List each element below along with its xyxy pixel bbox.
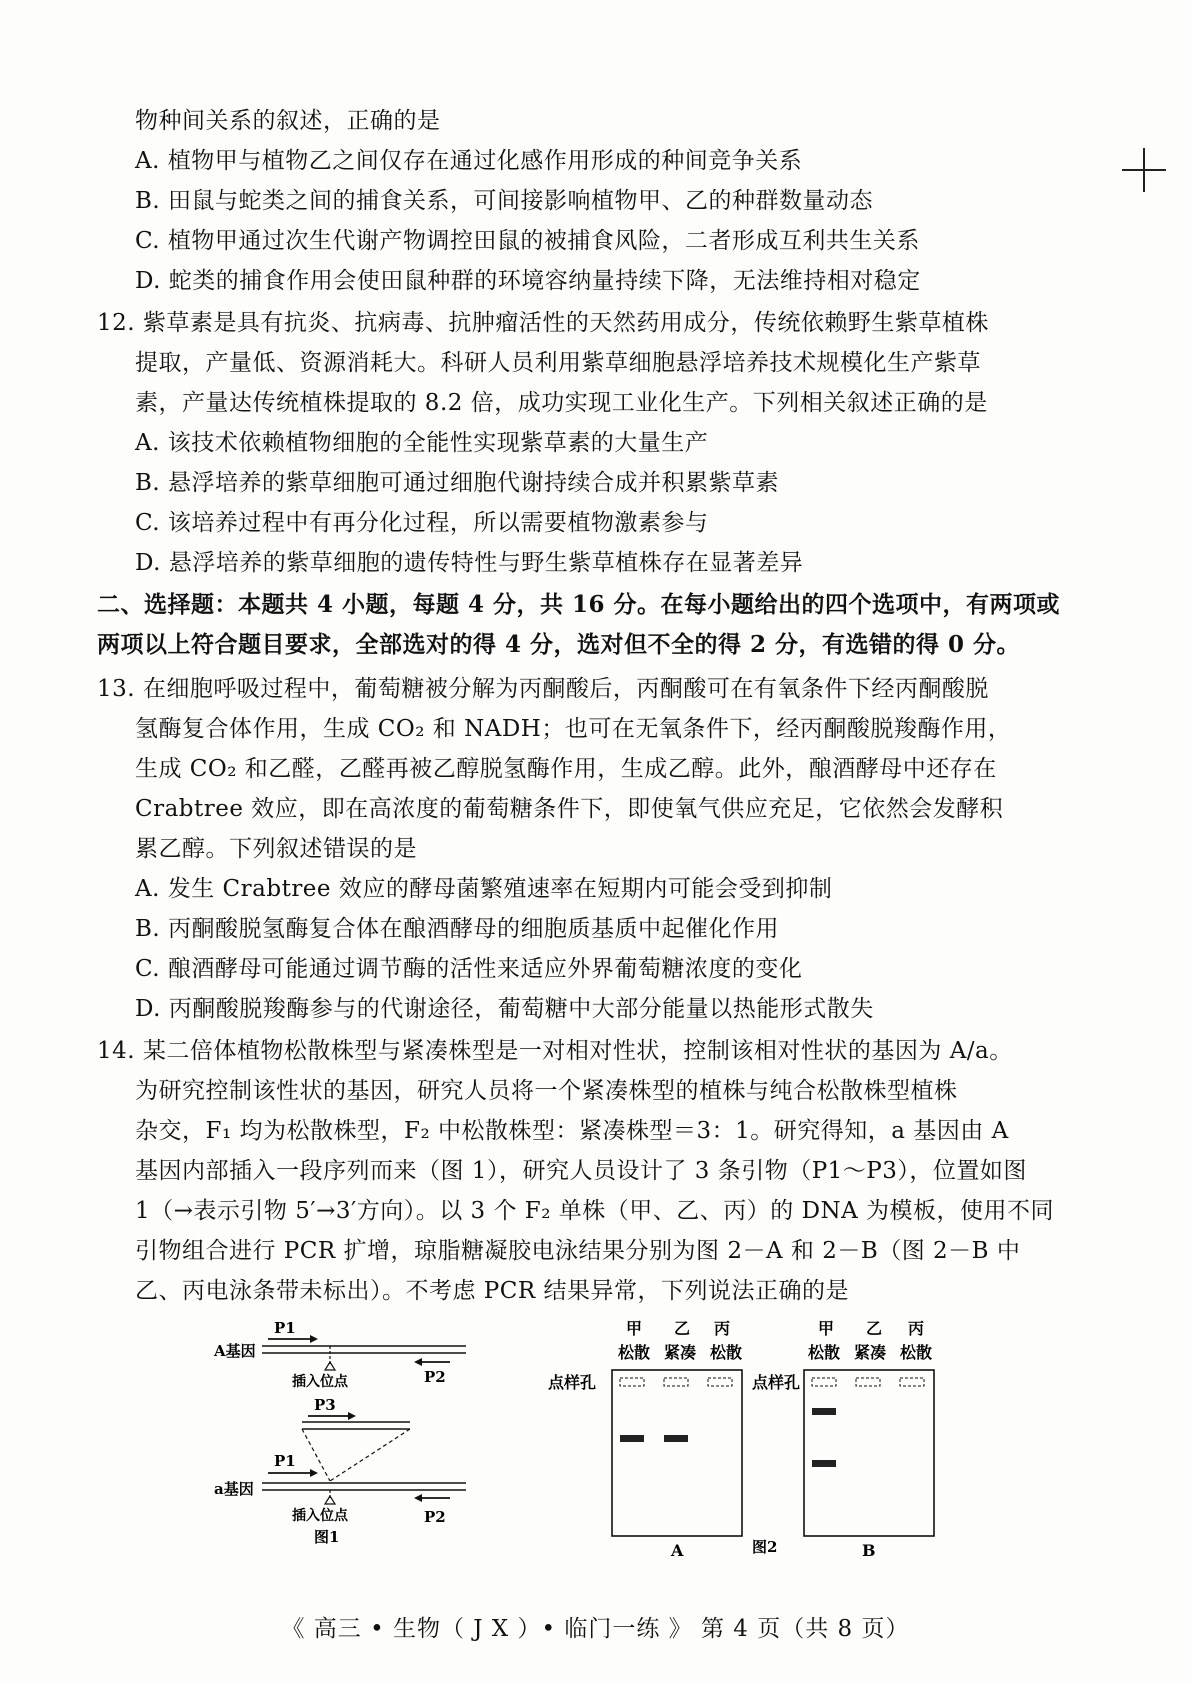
q14-stem: 杂交，F₁ 均为松散株型，F₂ 中松散株型：紧凑株型＝3：1。研究得知，a 基因由 A	[135, 1118, 1009, 1144]
panel-b-well-1	[812, 1378, 836, 1386]
q12-option-b: B. 悬浮培养的紫草细胞可通过细胞代谢持续合成并积累紫草素	[135, 470, 780, 496]
q12-stem: 提取，产量低、资源消耗大。科研人员利用紫草细胞悬浮培养技术规模化生产紫草	[135, 350, 981, 376]
primer-p1-arrow-a	[268, 1469, 318, 1477]
figure-2	[548, 1318, 1002, 1563]
gene-a-label: a基因	[214, 1480, 254, 1498]
section-header: 二、选择题：本题共 4 小题，每题 4 分，共 16 分。在每小题给出的四个选项中，有两项或	[97, 591, 1061, 618]
panel-a-well-1	[620, 1378, 644, 1386]
panel-a-lane-2-phenotype: 紧凑	[664, 1343, 697, 1362]
panel-b-gel	[804, 1370, 934, 1536]
q12-stem: 12. 紫草素是具有抗炎、抗病毒、抗肿瘤活性的天然药用成分，传统依赖野生紫草植株	[97, 310, 989, 336]
panel-b-lane-2-phenotype: 紧凑	[854, 1343, 887, 1362]
panel-a-lane-3-name: 丙	[714, 1319, 731, 1338]
panel-a-band-lane-1	[620, 1435, 644, 1442]
primer-p2-label-a: P2	[424, 1508, 446, 1526]
panel-b-lane-1-name: 甲	[818, 1319, 835, 1338]
gene-A-label: A基因	[214, 1342, 256, 1360]
panel-b-lane-1-phenotype: 松散	[808, 1343, 841, 1362]
panel-b-lane-3-name: 丙	[908, 1319, 925, 1338]
q13-stem: 氢酶复合体作用，生成 CO₂ 和 NADH；也可在无氧条件下，经丙酮酸脱羧酶作用，	[135, 716, 1012, 742]
panel-a-lane-1-name: 甲	[626, 1319, 643, 1338]
figure-1-caption: 图1	[314, 1528, 340, 1546]
q13-option-b: B. 丙酮酸脱氢酶复合体在酿酒酵母的细胞质基质中起催化作用	[135, 916, 780, 942]
panel-b-band-lane-1-upper	[812, 1408, 836, 1415]
panel-b-band-lane-1-lower	[812, 1460, 836, 1467]
registration-crosshair	[1122, 148, 1166, 192]
panel-a-well-2	[664, 1378, 688, 1386]
figure-2-caption: 图2	[752, 1538, 778, 1556]
panel-b-lane-2-name: 乙	[866, 1319, 883, 1338]
panel-b-lane-3-phenotype: 松散	[900, 1343, 933, 1362]
q13-stem: 累乙醇。下列叙述错误的是	[135, 836, 417, 862]
panel-a-well-label: 点样孔	[548, 1373, 597, 1392]
insert-site-label: 插入位点	[292, 1374, 348, 1390]
panel-a-lane-3-phenotype: 松散	[710, 1343, 743, 1362]
figure-1	[210, 1318, 480, 1558]
primer-p2-arrow	[414, 1358, 450, 1366]
q11-option-b: B. 田鼠与蛇类之间的捕食关系，可间接影响植物甲、乙的种群数量动态	[135, 188, 874, 214]
panel-b-well-3	[900, 1378, 924, 1386]
q14-stem: 基因内部插入一段序列而来（图 1），研究人员设计了 3 条引物（P1～P3），位置如图	[135, 1158, 1027, 1184]
q12-option-d: D. 悬浮培养的紫草细胞的遗传特性与野生紫草植株存在显著差异	[135, 550, 804, 576]
q14-stem: 1（→表示引物 5′→3′方向）。以 3 个 F₂ 单株（甲、乙、丙）的 DNA 为模板，使用不同	[135, 1198, 1055, 1224]
q11-stem-end: 物种间关系的叙述，正确的是	[135, 108, 441, 134]
panel-a-band-lane-2	[664, 1435, 688, 1442]
primer-p2-label: P2	[424, 1368, 446, 1386]
q13-option-d: D. 丙酮酸脱羧酶参与的代谢途径，葡萄糖中大部分能量以热能形式散失	[135, 996, 874, 1022]
q13-option-a: A. 发生 Crabtree 效应的酵母菌繁殖速率在短期内可能会受到抑制	[135, 876, 833, 902]
q11-option-c: C. 植物甲通过次生代谢产物调控田鼠的被捕食风险，二者形成互利共生关系	[135, 228, 920, 254]
q13-stem: 13. 在细胞呼吸过程中，葡萄糖被分解为丙酮酸后，丙酮酸可在有氧条件下经丙酮酸脱	[97, 676, 989, 702]
q14-stem: 引物组合进行 PCR 扩增，琼脂糖凝胶电泳结果分别为图 2－A 和 2－B（图 2－B 中	[135, 1238, 1021, 1264]
insert-site-label-a: 插入位点	[292, 1508, 348, 1524]
q13-stem: 生成 CO₂ 和乙醛，乙醛再被乙醇脱氢酶作用，生成乙醇。此外，酿酒酵母中还存在	[135, 756, 997, 782]
section-header: 两项以上符合题目要求，全部选对的得 4 分，选对但不全的得 2 分，有选错的得 0 分。	[97, 631, 1021, 658]
q12-stem: 素，产量达传统植株提取的 8.2 倍，成功实现工业化生产。下列相关叙述正确的是	[135, 390, 988, 416]
q13-stem: Crabtree 效应，即在高浓度的葡萄糖条件下，即使氧气供应充足，它依然会发酵积	[135, 796, 1004, 822]
q13-option-c: C. 酿酒酵母可能通过调节酶的活性来适应外界葡萄糖浓度的变化	[135, 956, 803, 982]
q12-option-a: A. 该技术依赖植物细胞的全能性实现紫草素的大量生产	[135, 430, 709, 456]
panel-b-well-label: 点样孔	[752, 1373, 801, 1392]
q11-option-a: A. 植物甲与植物乙之间仅存在通过化感作用形成的种间竞争关系	[135, 148, 803, 174]
page-footer: 《 高三 • 生物（ J X ）• 临门一练 》 第 4 页（共 8 页）	[281, 1616, 910, 1642]
q12-option-c: C. 该培养过程中有再分化过程，所以需要植物激素参与	[135, 510, 709, 536]
primer-p3-label: P3	[314, 1396, 336, 1414]
panel-a-label: A	[671, 1541, 684, 1560]
primer-p2-arrow-a	[414, 1494, 450, 1502]
q11-option-d: D. 蛇类的捕食作用会使田鼠种群的环境容纳量持续下降，无法维持相对稳定	[135, 268, 921, 294]
panel-a-lane-1-phenotype: 松散	[618, 1343, 651, 1362]
panel-a-well-3	[708, 1378, 732, 1386]
primer-p1-label: P1	[274, 1319, 296, 1337]
q14-stem: 为研究控制该性状的基因，研究人员将一个紧凑株型的植株与纯合松散株型植株	[135, 1078, 958, 1104]
panel-b-label: B	[862, 1541, 876, 1560]
panel-b-well-2	[856, 1378, 880, 1386]
panel-a-gel	[612, 1370, 742, 1536]
primer-p1-label-a: P1	[274, 1452, 296, 1470]
q14-stem: 乙、丙电泳条带未标出）。不考虑 PCR 结果异常，下列说法正确的是	[135, 1278, 850, 1304]
q14-stem: 14. 某二倍体植物松散株型与紧凑株型是一对相对性状，控制该相对性状的基因为 A/a。	[97, 1038, 1013, 1064]
panel-a-lane-2-name: 乙	[674, 1319, 691, 1338]
